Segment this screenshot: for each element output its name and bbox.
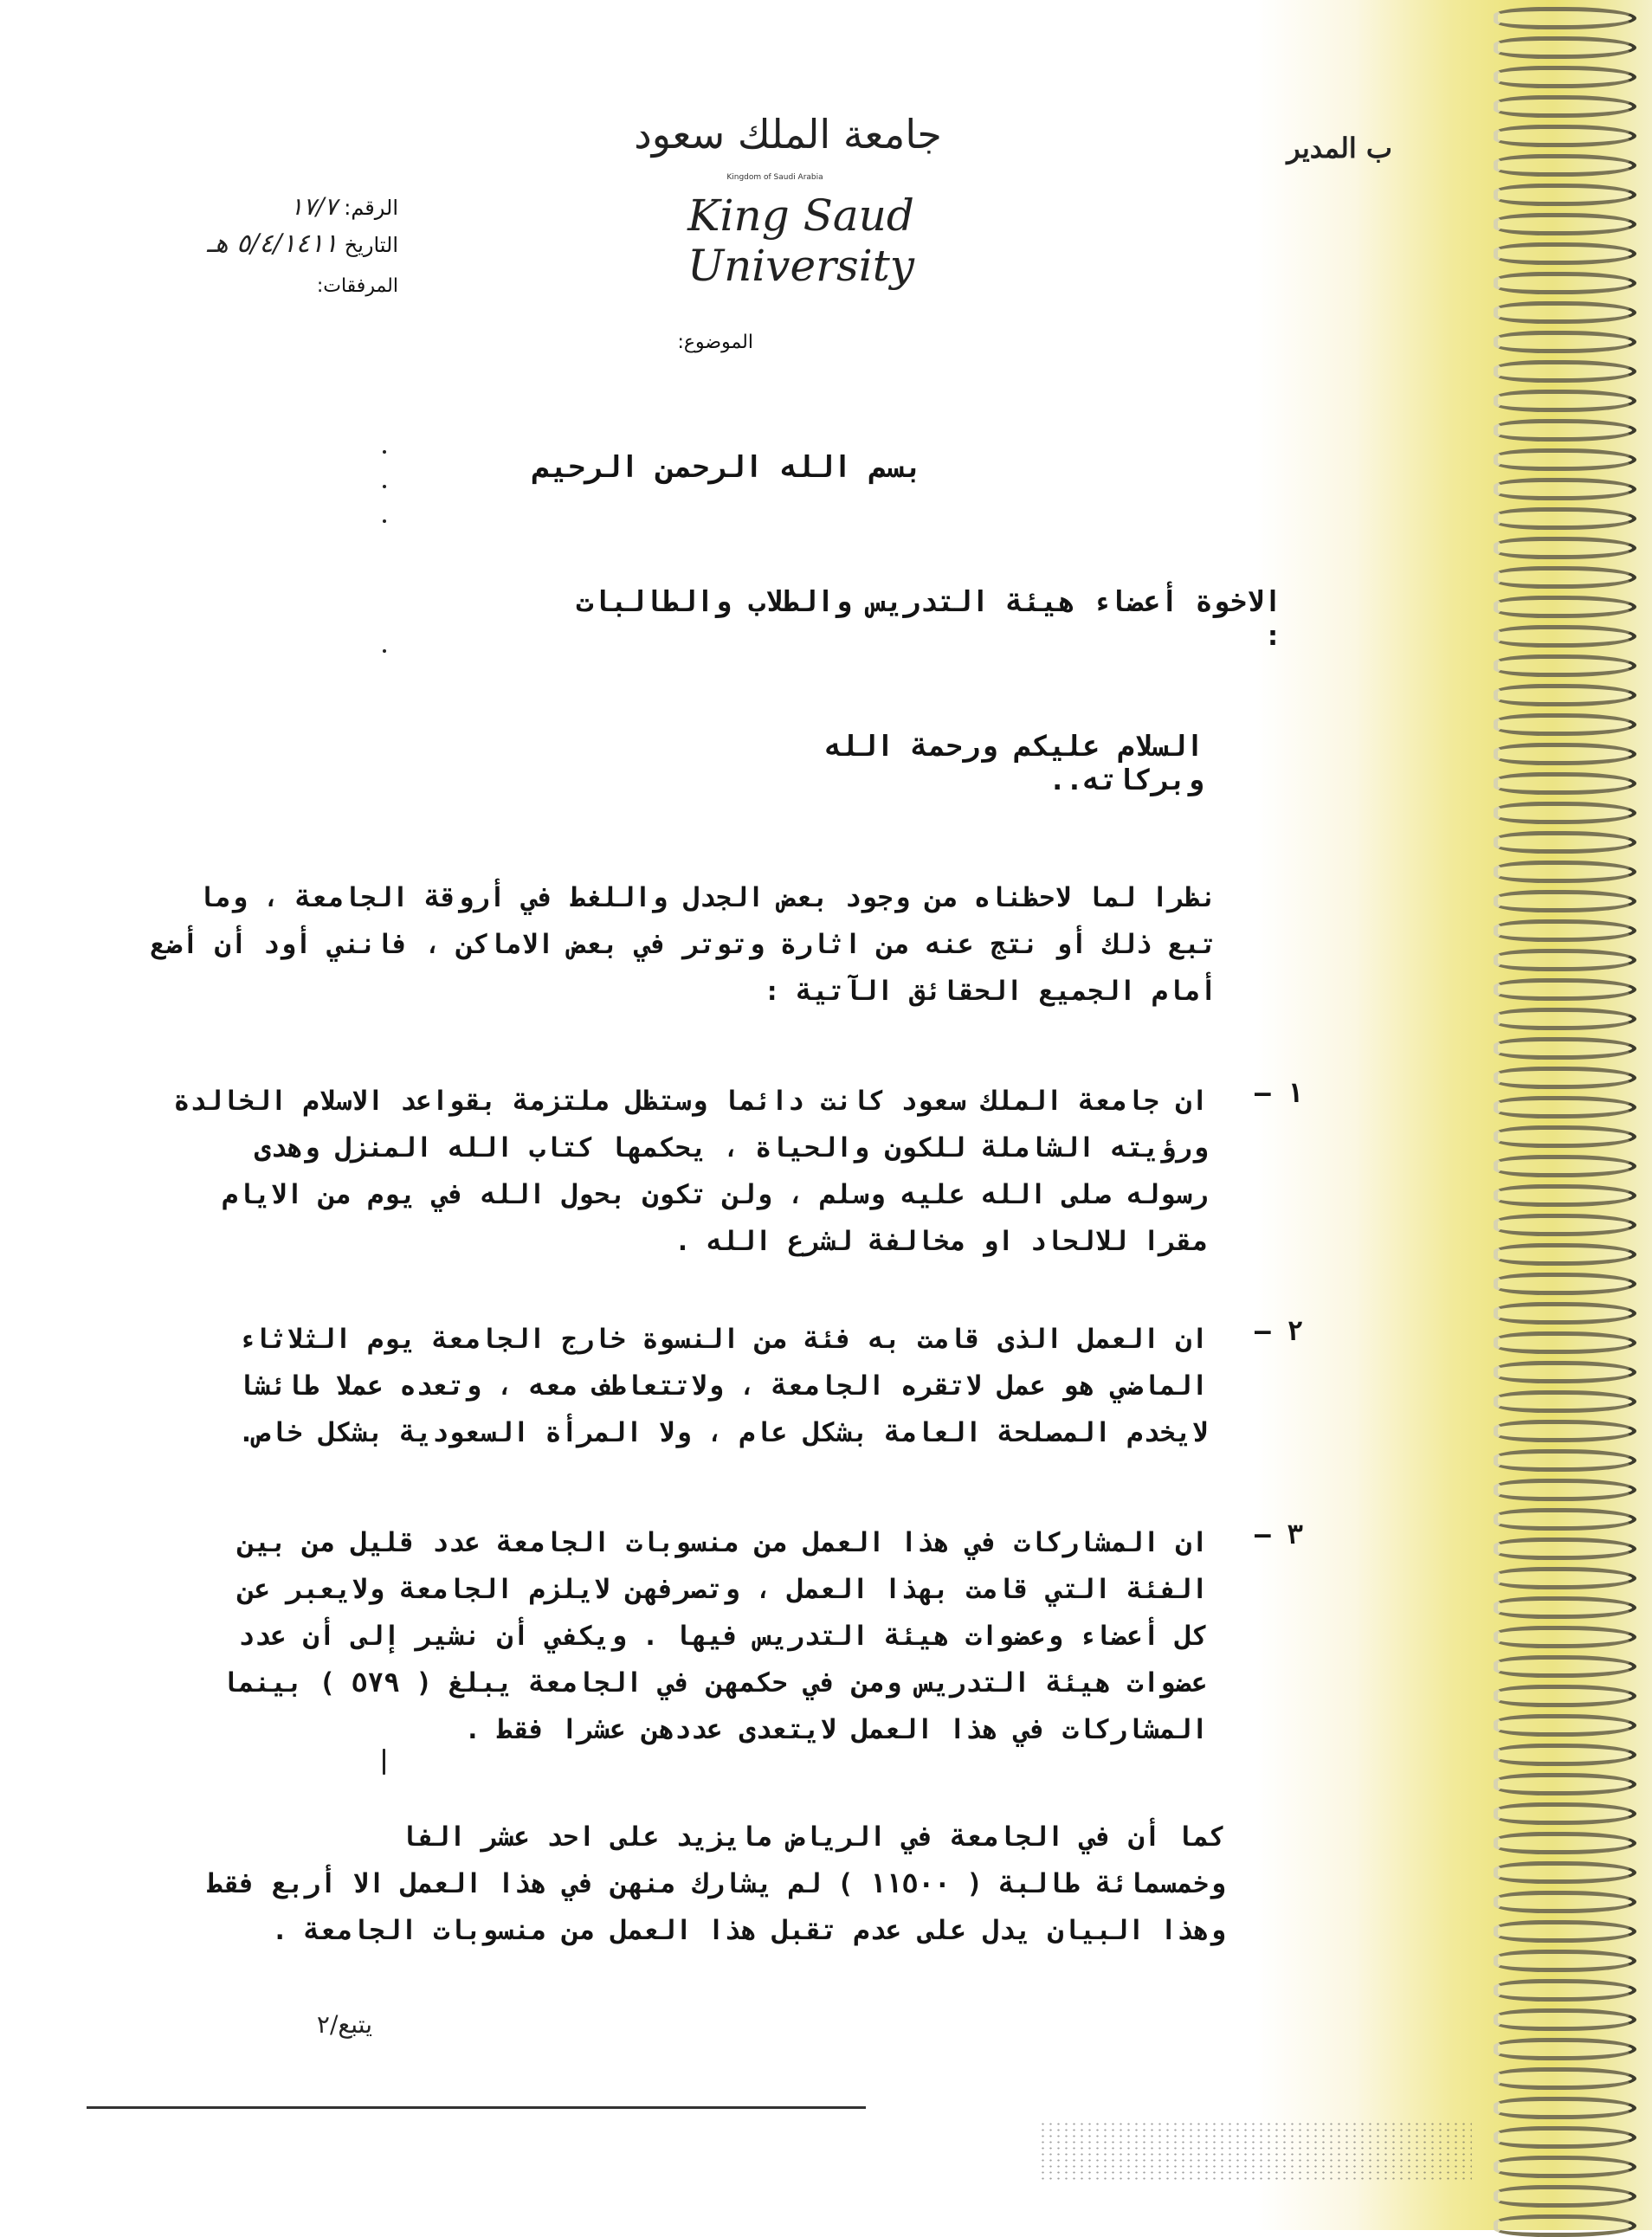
closing-line: كما أن في الجامعة في الرياض مايزيد على احد عشر الفا	[401, 1821, 1225, 1853]
binding-coil	[1494, 1096, 1636, 1118]
item-line: الفئة التي قامت بهذا العمل ، وتصرفهن لايلزم الجامعة ولايعبر عن	[238, 1574, 1208, 1605]
binding-coil	[1494, 625, 1636, 648]
binding-coil	[1494, 1979, 1636, 2002]
binding-coil	[1494, 1302, 1636, 1325]
reference-label: الرقم:	[344, 196, 398, 220]
basmala: بسم الله الرحمن الرحيم	[532, 450, 923, 485]
binding-coil	[1494, 1243, 1636, 1266]
kingdom-small-label: Kingdom of Saudi Arabia	[726, 173, 823, 182]
binding-coil	[1494, 419, 1636, 442]
binding-coil	[1494, 125, 1636, 147]
binding-coil	[1494, 1714, 1636, 1737]
binding-coil	[1494, 1685, 1636, 1707]
numbered-item	[160, 1519, 1303, 1753]
item-line: ان المشاركات في هذا العمل من منسوبات الجامعة عدد قليل من بين	[238, 1527, 1208, 1558]
binding-coil	[1494, 1920, 1636, 1943]
binding-coil	[1494, 1273, 1636, 1295]
item-line: لايخدم المصلحة العامة بشكل عام ، ولا المرأة السعودية بشكل خاص.	[238, 1417, 1208, 1448]
binding-coil	[1494, 1891, 1636, 1913]
binding-coil	[1494, 1773, 1636, 1795]
reference-number	[208, 192, 398, 221]
item-line: عضوات هيئة التدريس ومن في حكمهن في الجامعة يبلغ ( ٥٧٩ ) بينما	[222, 1667, 1208, 1699]
binding-coil	[1494, 1361, 1636, 1383]
binding-coil	[1494, 1626, 1636, 1648]
binding-coil	[1494, 772, 1636, 795]
numbered-item	[160, 1316, 1303, 1456]
binding-coil	[1494, 2097, 1636, 2119]
binding-coil	[1494, 684, 1636, 706]
item-line: رسوله صلى الله عليه وسلم ، ولن تكون بحول الله في يوم من الايام	[222, 1179, 1208, 1210]
binding-coil	[1494, 978, 1636, 1001]
binding-coil	[1494, 2126, 1636, 2149]
continued-note: يتبع/٢	[316, 2010, 372, 2039]
closing-line: وهذا البيان يدل على عدم تقبل هذا العمل من منسوبات الجامعة .	[271, 1915, 1225, 1946]
binding-coil	[1494, 713, 1636, 736]
binding-coil	[1494, 919, 1636, 942]
binding-coil	[1494, 2214, 1636, 2237]
binding-coil	[1494, 537, 1636, 559]
binding-coil	[1494, 861, 1636, 883]
binding-coil	[1494, 478, 1636, 500]
intro-line: أمام الجميع الحقائق الآتية :	[764, 976, 1216, 1007]
item-number: ٢ –	[1255, 1316, 1303, 1347]
greeting-line: السلام عليكم ورحمة الله وبركاته..	[824, 729, 1204, 796]
binding-coil	[1494, 1008, 1636, 1030]
date-value: ٥/٤/١٤١١ هـ	[207, 229, 339, 259]
binding-coil	[1494, 331, 1636, 353]
recipient-fragment: ب المدير	[1287, 132, 1392, 164]
university-name-english: King Saud University	[687, 190, 915, 291]
binding-coil	[1494, 1538, 1636, 1560]
binding-coil	[1494, 596, 1636, 618]
item-number: ١ –	[1255, 1078, 1303, 1109]
numbered-item	[160, 1078, 1303, 1265]
item-line: ان جامعة الملك سعود كانت دائما وستظل ملتزمة بقواعد الاسلام الخالدة	[173, 1086, 1208, 1117]
item-number: ٣ –	[1255, 1519, 1303, 1550]
binding-coil	[1494, 1508, 1636, 1531]
binding-coil	[1494, 1390, 1636, 1413]
reference-date	[95, 229, 398, 259]
binding-coil	[1494, 2185, 1636, 2208]
binding-coil	[1494, 184, 1636, 206]
closing-line: وخمسمائة طالبة ( ١١٥٠٠ ) لم يشارك منهن في هذا العمل الا أربع فقط	[207, 1868, 1225, 1899]
item-text	[160, 1078, 1208, 1265]
binding-coil	[1494, 1067, 1636, 1089]
binding-coil	[1494, 890, 1636, 912]
binding-coil	[1494, 1655, 1636, 1678]
binding-coil	[1494, 390, 1636, 412]
binding-coil	[1494, 654, 1636, 677]
binding-coil	[1494, 1125, 1636, 1148]
item-line: كل أعضاء وعضوات هيئة التدريس فيها . ويكفي أن نشير إلى أن عدد	[238, 1621, 1208, 1652]
binding-coil	[1494, 1331, 1636, 1354]
item-text	[160, 1519, 1208, 1753]
item-line: مقرا للالحاد او مخالفة لشرع الله .	[674, 1226, 1208, 1257]
binding-coil	[1494, 1950, 1636, 1972]
item-text	[160, 1316, 1208, 1456]
spiral-binding	[1485, 0, 1652, 2230]
binding-coil	[1494, 448, 1636, 471]
binding-coil	[1494, 507, 1636, 530]
binding-coil	[1494, 360, 1636, 383]
subject-label: الموضوع:	[677, 332, 753, 353]
binding-coil	[1494, 7, 1636, 29]
binding-coil	[1494, 301, 1636, 324]
attachments-label: المرفقات:	[316, 275, 398, 297]
item-line: الماضي هو عمل لاتقره الجامعة ، ولاتتعاطف معه ، وتعده عملا طائشا	[238, 1370, 1208, 1402]
binding-coil	[1494, 272, 1636, 294]
date-label: التاريخ	[344, 233, 398, 257]
addressee-line: الاخوة أعضاء هيئة التدريس والطلاب والطالبات :	[576, 584, 1281, 652]
intro-line: نظرا لما لاحظناه من وجود بعض الجدل واللغط في أروقة الجامعة ، وما	[198, 882, 1216, 913]
binding-coil	[1494, 95, 1636, 118]
binding-coil	[1494, 66, 1636, 88]
binding-coil	[1494, 1449, 1636, 1472]
binding-coil	[1494, 2156, 1636, 2178]
binding-coil	[1494, 1567, 1636, 1589]
binding-coil	[1494, 566, 1636, 589]
binding-coil	[1494, 2038, 1636, 2060]
binding-coil	[1494, 1744, 1636, 1766]
binding-coil	[1494, 802, 1636, 824]
binding-coil	[1494, 1184, 1636, 1207]
margin-dots	[381, 450, 390, 1662]
binding-coil	[1494, 154, 1636, 177]
binding-coil	[1494, 1155, 1636, 1177]
intro-paragraph	[150, 874, 1216, 1015]
binding-coil	[1494, 1214, 1636, 1236]
binding-coil	[1494, 1420, 1636, 1442]
binding-coil	[1494, 36, 1636, 59]
scan-speckle-bottom	[1039, 2121, 1472, 2182]
binding-coil	[1494, 2067, 1636, 2090]
binding-coil	[1494, 1037, 1636, 1060]
binding-coil	[1494, 2008, 1636, 2031]
binding-coil	[1494, 1479, 1636, 1501]
binding-coil	[1494, 831, 1636, 854]
university-name-arabic: جامعة الملك سعود	[634, 111, 942, 158]
binding-coil	[1494, 949, 1636, 971]
item-line: ورؤيته الشاملة للكون والحياة ، يحكمها كتاب الله المنزل وهدى	[254, 1132, 1208, 1164]
reference-value: ١٧/٧	[290, 192, 338, 221]
binding-coil	[1494, 743, 1636, 765]
intro-line: تبع ذلك أو نتج عنه من اثارة وتوتر في بعض الاماكن ، فانني أود أن أضع	[150, 929, 1216, 960]
item-line: المشاركات في هذا العمل لايتعدى عددهن عشرا فقط .	[464, 1714, 1208, 1745]
binding-coil	[1494, 1802, 1636, 1825]
item-line: ان العمل الذى قامت به فئة من النسوة خارج الجامعة يوم الثلاثاء	[238, 1324, 1208, 1355]
binding-coil	[1494, 242, 1636, 265]
closing-paragraph	[160, 1814, 1225, 1954]
bottom-rule	[87, 2106, 866, 2109]
binding-coil	[1494, 1596, 1636, 1619]
binding-coil	[1494, 1832, 1636, 1854]
binding-coil	[1494, 1861, 1636, 1884]
binding-coil	[1494, 213, 1636, 235]
